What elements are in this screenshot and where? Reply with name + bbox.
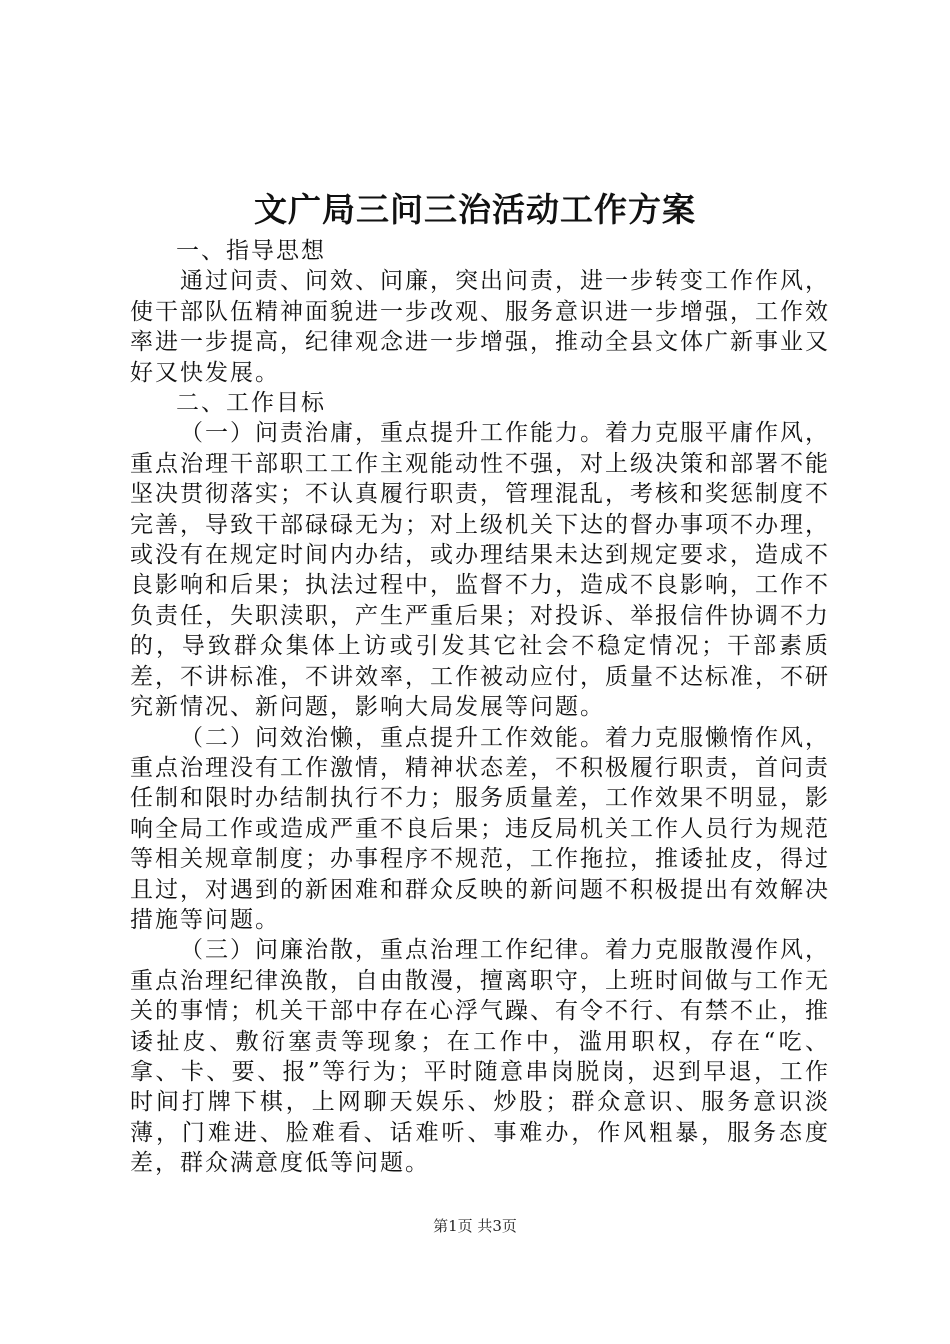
paragraph: （一）问责治庸，重点提升工作能力。着力克服平庸作风，重点治理干部职工工作主观能动性不强，对上级决策和部署不能坚决贯彻落实；不认真履行职责，管理混乱，考核和奖惩制度不完善，导致干部碌碌无为；对上级机关下达的督办事项不办理，或没有在规定时间内办结，或办理结果未达到规定要求，造成不良影响和后果；执法过程中，监督不力，造成不良影响，工作不负责任，失职渎职，产生严重后果；对投诉、举报信件协调不力的，导致群众集体上访或引发其它社会不稳定情况；干部素质差，不讲标准，不讲效率，工作被动应付，质量不达标准，不研究新情况、新问题，影响大局发展等问题。	[130, 420, 830, 721]
paragraph: 通过问责、问效、问廉，突出问责，进一步转变工作作风，使干部队伍精神面貌进一步改观、服务意识进一步增强，工作效率进一步提高，纪律观念进一步增强，推动全县文体广新事业又好又快发展。	[130, 268, 830, 386]
document-body	[130, 236, 830, 1179]
paragraph: （二）问效治懒，重点提升工作效能。着力克服懒惰作风，重点治理没有工作激情，精神状态差，不积极履行职责，首问责任制和限时办结制执行不力；服务质量差，工作效果不明显，影响全局工作或造成严重不良后果；违反局机关工作人员行为规范等相关规章制度；办事程序不规范，工作拖拉，推诿扯皮，得过且过，对遇到的新困难和群众反映的新问题不积极提出有效解决措施等问题。	[130, 724, 830, 933]
page-total: 共3页	[477, 1217, 517, 1235]
page-number: 第1页	[433, 1217, 473, 1235]
section-heading: 一、指导思想	[176, 238, 326, 264]
paragraph: （三）问廉治散，重点治理工作纪律。着力克服散漫作风，重点治理纪律涣散，自由散漫，擅离职守，上班时间做与工作无关的事情；机关干部中存在心浮气躁、有令不行、有禁不止，推诿扯皮、敷衍塞责等现象；在工作中，滥用职权，存在“吃、拿、卡、要、报”等行为；平时随意串岗脱岗，迟到早退，工作时间打牌下棋，上网聊天娱乐、炒股；群众意识、服务意识淡薄，门难进、脸难看、话难听、事难办，作风粗暴，服务态度差，群众满意度低等问题。	[130, 937, 830, 1177]
page-footer	[0, 1214, 950, 1238]
document-title: 文广局三问三治活动工作方案	[254, 190, 696, 229]
section-heading: 二、工作目标	[176, 390, 326, 417]
